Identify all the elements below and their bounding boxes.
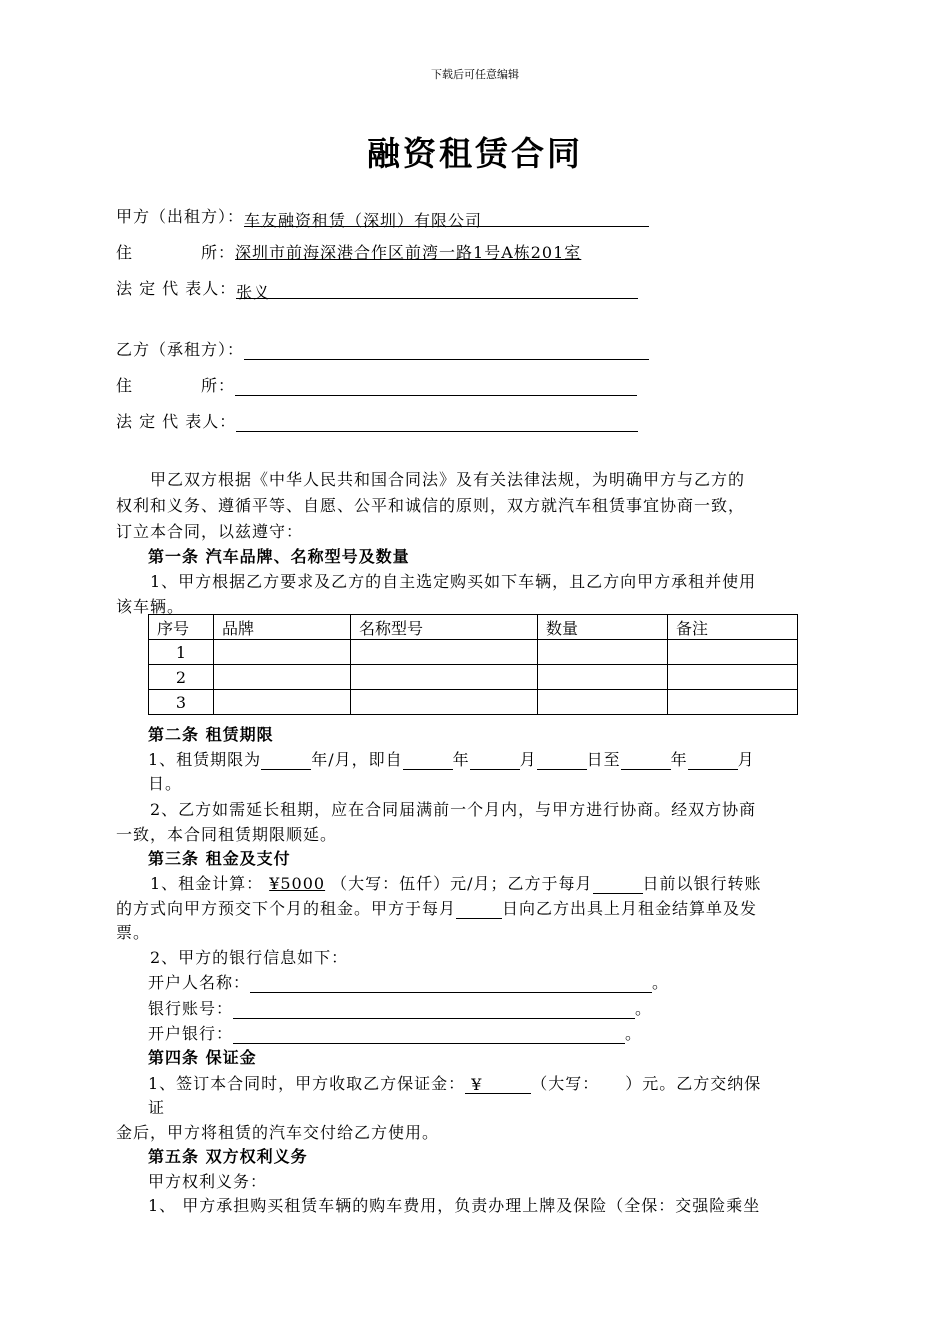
article-1-line-1: 1、甲方根据乙方要求及乙方的自主选定购买如下车辆，且乙方向甲方承租并使用 [150,572,757,591]
rent-text-3: 的方式向甲方预交下个月的租金。甲方于每月 [116,899,457,918]
rent-label: 1、租金计算： [150,874,264,893]
deposit-text: （大写： ）元。乙方交纳保 [531,1074,762,1093]
party-b-rep-field [236,413,638,432]
bank-name-label: 开户银行： [148,1024,234,1043]
party-b-rep-row [116,409,638,432]
intro-line-1: 甲乙双方根据《中华人民共和国合同法》及有关法律法规，为明确甲方与乙方的 [150,470,746,489]
cell-remarks [668,690,798,715]
cell-remarks [668,640,798,665]
party-a-rep: 张义 [236,283,271,302]
col-header-brand: 品牌 [214,615,351,640]
document-title: 融资租赁合同 [367,134,583,173]
article-3-heading: 第三条 租金及支付 [148,849,291,868]
deposit-field [465,1075,531,1094]
article-3-line-3: 票。 [116,923,151,942]
period: 。 [652,973,670,992]
term-blank-5 [621,751,671,770]
rent-day-blank [593,875,643,894]
party-b-row [116,337,649,360]
term-blank-4 [537,751,587,770]
bank-name-field [233,1025,625,1044]
party-a-address: 深圳市前海深港合作区前湾一路1号A栋201室 [235,243,582,262]
party-a-row [116,204,649,230]
article-3-line-1 [150,871,762,894]
col-header-index: 序号 [149,615,214,640]
term-text-4: 月 [519,750,537,769]
term-blank-3 [470,751,520,770]
cell-brand [214,665,351,690]
period: 。 [625,1024,643,1043]
article-5-subheading: 甲方权利义务： [148,1172,268,1191]
party-a-name: 车友融资租赁（深圳）有限公司 [244,211,483,230]
party-b-address-row [116,373,637,396]
bank-account-field [233,1000,635,1019]
term-blank-6 [688,751,738,770]
col-header-model: 名称型号 [351,615,538,640]
article-4-line-1 [148,1071,761,1094]
bank-name-row [148,1021,642,1044]
bank-holder-label: 开户人名称： [148,973,251,992]
party-a-address-row [116,240,581,263]
col-header-quantity: 数量 [538,615,668,640]
rent-text: （大写：伍仟）元/月；乙方于每月 [331,874,593,893]
party-a-rep-field [236,280,638,302]
vehicle-table [148,614,798,715]
article-2-heading: 第二条 租赁期限 [148,725,274,744]
bank-account-row [148,996,652,1019]
article-3-line-4: 2、甲方的银行信息如下： [150,948,349,967]
deposit-currency: ¥ [471,1075,483,1094]
header-note: 下载后可任意编辑 [431,68,519,81]
statement-day-blank [456,900,502,919]
cell-model [351,640,538,665]
term-text-5: 日至 [586,750,621,769]
cell-brand [214,640,351,665]
article-4-heading: 第四条 保证金 [148,1048,257,1067]
article-1-heading: 第一条 汽车品牌、名称型号及数量 [148,547,410,566]
table-header-row [149,615,798,640]
term-blank-1 [261,751,311,770]
cell-quantity [538,690,668,715]
article-2-line-2: 2、乙方如需延长租期，应在合同届满前一个月内，与甲方进行协商。经双方协商 [150,800,757,819]
term-text-6: 年 [670,750,688,769]
cell-brand [214,690,351,715]
party-a-name-field [244,208,649,230]
party-b-label: 乙方（承租方）： [116,340,245,359]
party-a-address-label: 住 所： [116,243,236,262]
table-row [149,640,798,665]
party-b-name-field [244,341,649,360]
table-row [149,665,798,690]
cell-remarks [668,665,798,690]
cell-quantity [538,665,668,690]
row-index: 2 [149,665,214,690]
cell-model [351,690,538,715]
party-b-address-label: 住 所： [116,376,236,395]
rent-text-2: 日前以银行转账 [642,874,762,893]
term-text-3: 年 [452,750,470,769]
intro-line-2: 权利和义务、遵循平等、自愿、公平和诚信的原则，双方就汽车租赁事宜协商一致， [116,496,746,515]
party-a-label: 甲方（出租方）： [116,207,245,226]
term-text-7: 月 [737,750,755,769]
rent-text-4: 日向乙方出具上月租金结算单及发 [502,899,758,918]
col-header-remarks: 备注 [668,615,798,640]
term-text-2: 年/月，即自 [311,750,403,769]
table-row [149,690,798,715]
rent-amount: ¥5000 [269,874,326,893]
party-a-rep-row [116,276,638,302]
cell-quantity [538,640,668,665]
article-5-line-1: 1、 甲方承担购买租赁车辆的购车费用，负责办理上牌及保险（全保：交强险乘坐 [148,1196,761,1215]
party-b-rep-label: 法 定 代 表人： [116,412,237,431]
article-1-line-2: 该车辆。 [116,597,185,616]
party-b-address-field [235,377,637,396]
row-index: 1 [149,640,214,665]
article-2-line-1-tail: 日。 [148,774,183,793]
deposit-label: 1、签订本合同时，甲方收取乙方保证金： [148,1074,466,1093]
term-text-1: 1、租赁期限为 [148,750,262,769]
term-blank-2 [403,751,453,770]
article-4-line-3: 金后，甲方将租赁的汽车交付给乙方使用。 [116,1123,440,1142]
article-2-line-3: 一致，本合同租赁期限顺延。 [116,825,338,844]
row-index: 3 [149,690,214,715]
article-3-line-2 [116,896,757,919]
article-2-line-1 [148,747,755,770]
period: 。 [635,999,653,1018]
cell-model [351,665,538,690]
bank-account-label: 银行账号： [148,999,234,1018]
bank-holder-field [250,974,652,993]
party-a-rep-label: 法 定 代 表人： [116,279,237,298]
article-4-line-2: 证 [148,1098,166,1117]
intro-line-3: 订立本合同，以兹遵守： [116,522,304,541]
article-5-heading: 第五条 双方权利义务 [148,1147,308,1166]
bank-holder-row [148,970,669,993]
